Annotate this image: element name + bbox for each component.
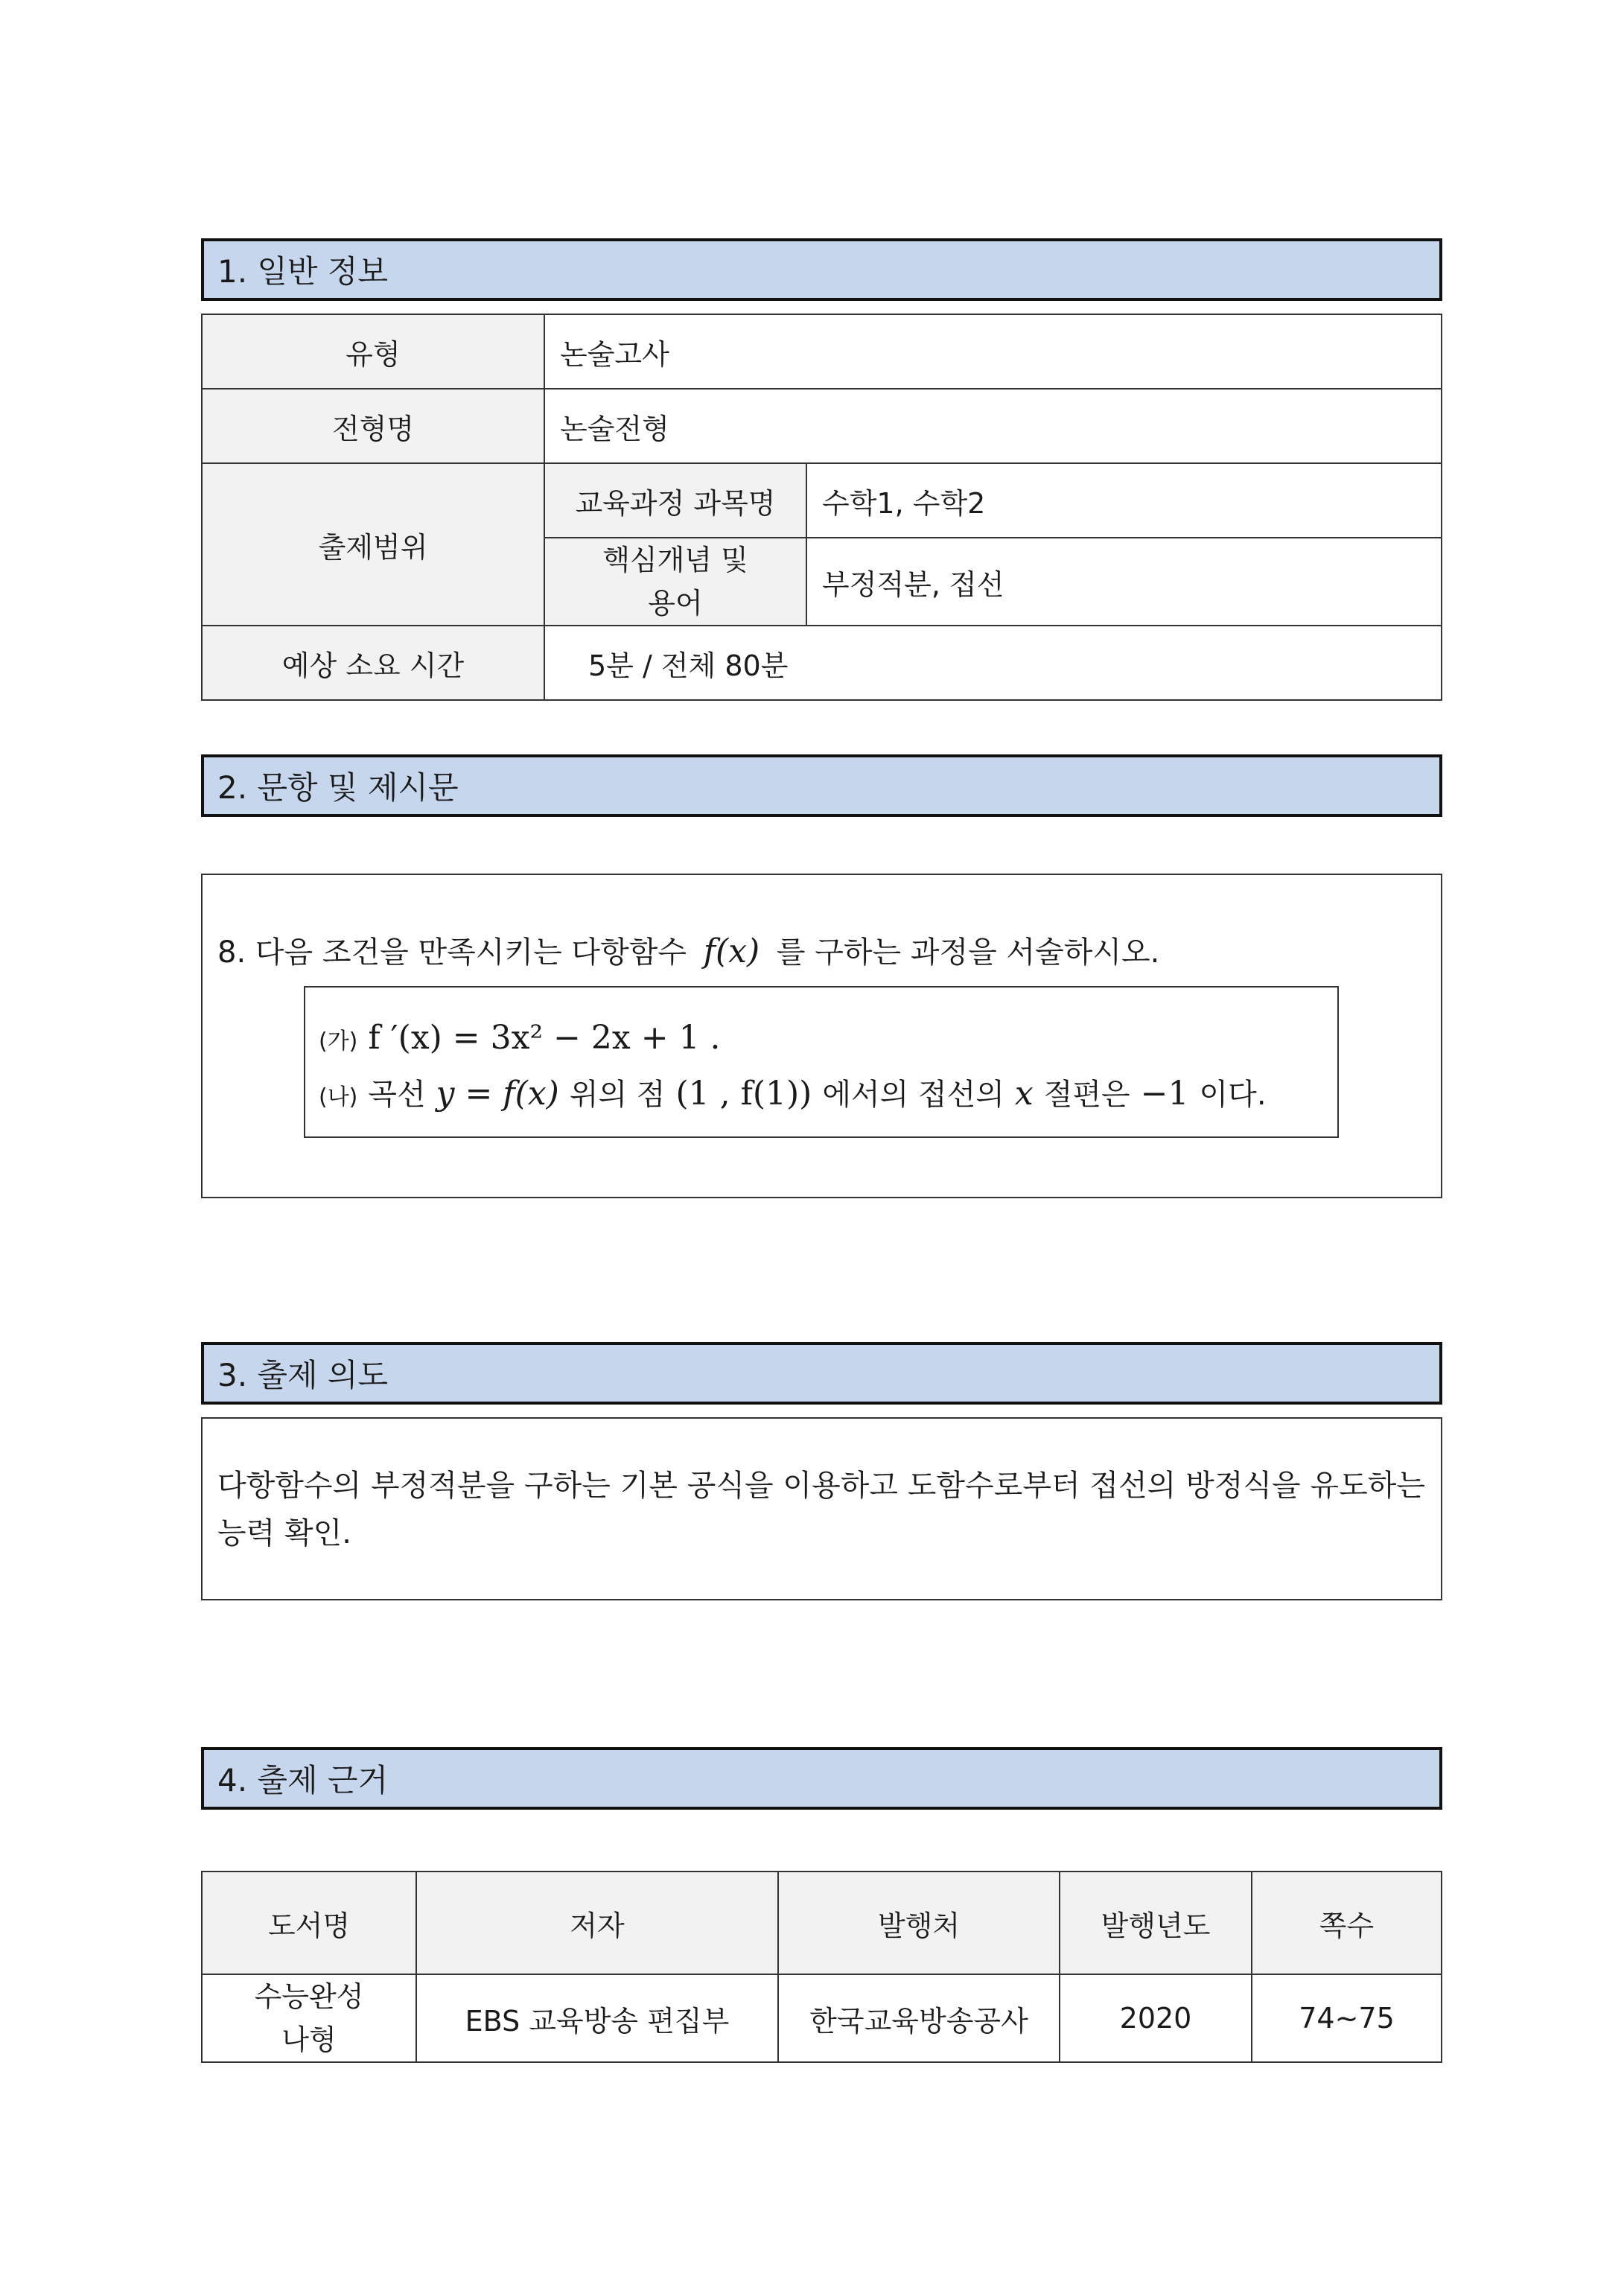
book-name [202,1974,416,2062]
question-text [217,929,1424,971]
section-1-title: 1. 일반 정보 [217,253,389,290]
condition-b [319,1071,1267,1113]
admission-label: 전형명 [202,389,544,463]
book-name-line-1: 수능완성 [254,1980,364,2013]
concept-label-line-1: 핵심개념 및 [602,544,748,576]
condition-a-marker: (가) [319,1028,358,1055]
subject-label: 교육과정 과목명 [544,463,806,538]
table-row [202,463,1442,538]
condition-b-marker: (나) [319,1084,358,1110]
table-header-row [202,1872,1442,1974]
question-suffix: 를 구하는 과정을 서술하시오. [776,935,1160,970]
question-prefix: 8. 다음 조건을 만족시키는 다항함수 [217,935,687,970]
header-pages: 쪽수 [1252,1872,1442,1974]
book-name-line-2: 나형 [281,2023,337,2056]
condition-b-math-2: (1 , f(1)) [675,1075,812,1113]
header-author: 저자 [416,1872,778,1974]
condition-a-formula: f ′(x) = 3x² − 2x + 1 . [368,1019,721,1057]
concept-label-line-2: 용어 [648,587,703,620]
section-3-title: 3. 출제 의도 [217,1357,389,1393]
condition-a [319,1019,721,1057]
scope-label: 출제범위 [202,463,544,626]
table-row [202,389,1442,463]
intent-text: 다항함수의 부정적분을 구하는 기본 공식을 이용하고 도함수로부터 접선의 방정식을 유도하는 능력 확인. [217,1469,1425,1551]
question-box [201,874,1442,1198]
header-year: 발행년도 [1060,1872,1252,1974]
conditions-box [304,986,1339,1138]
question-function: f(x) [703,932,760,970]
intent-box [201,1417,1442,1600]
concept-value: 부정적분, 접선 [806,538,1442,626]
pages-value: 74~75 [1252,1974,1442,2062]
table-row [202,1974,1442,2062]
time-value: 5분 / 전체 80분 [544,626,1442,700]
time-label: 예상 소요 시간 [202,626,544,700]
condition-b-text-3: 에서의 접선의 [822,1078,1004,1112]
header-book: 도서명 [202,1872,416,1974]
section-2-header [201,754,1442,817]
section-2-title: 2. 문항 및 제시문 [217,769,459,806]
condition-b-math-1: y = f(x) [436,1075,559,1113]
section-4-title: 4. 출제 근거 [217,1762,389,1799]
general-info-table [201,314,1442,701]
source-table [201,1871,1442,2063]
condition-b-text-5: 이다. [1199,1078,1267,1112]
admission-value: 논술전형 [544,389,1442,463]
concept-label [544,538,806,626]
section-1-header [201,238,1442,301]
year-value: 2020 [1060,1974,1252,2062]
subject-value: 수학1, 수학2 [806,463,1442,538]
type-value: 논술고사 [544,314,1442,389]
table-row [202,314,1442,389]
condition-b-text-4: 절편은 [1043,1078,1130,1112]
condition-b-math-3: x [1014,1075,1034,1113]
condition-b-text-2: 위의 점 [569,1078,666,1112]
type-label: 유형 [202,314,544,389]
section-4-header [201,1747,1442,1810]
table-row [202,626,1442,700]
author-value: EBS 교육방송 편집부 [416,1974,778,2062]
publisher-value: 한국교육방송공사 [778,1974,1060,2062]
header-publisher: 발행처 [778,1872,1060,1974]
section-3-header [201,1342,1442,1405]
condition-b-math-4: −1 [1140,1075,1189,1113]
condition-b-text-1: 곡선 [368,1078,426,1112]
